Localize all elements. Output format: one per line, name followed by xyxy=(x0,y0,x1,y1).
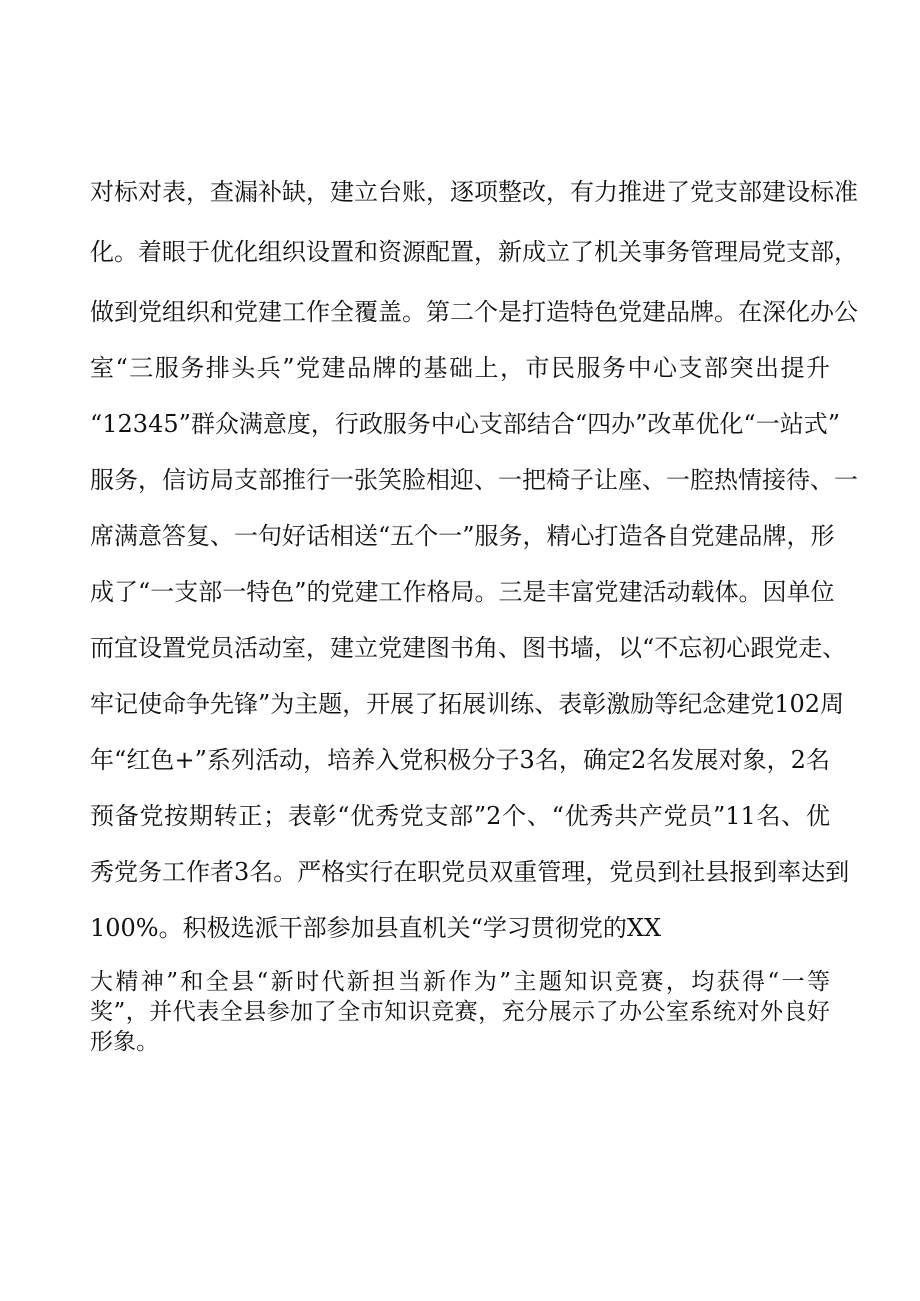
body-text-line: 化。着眼于优化组织设置和资源配置，新成立了机关事务管理局党支部， xyxy=(90,238,858,266)
body-text-line: 而宜设置党员活动室，建立党建图书角、图书墙，以“不忘初心跟党走、 xyxy=(90,634,847,662)
body-text-line: 秀党务工作者3名。严格实行在职党员双重管理，党员到社县报到率达到 xyxy=(90,858,850,886)
closing-text-line: 形象。 xyxy=(90,1029,159,1055)
body-text-line: 室“三服务排头兵”党建品牌的基础上，市民服务中心支部突出提升 xyxy=(90,354,830,382)
closing-text-line: 大精神”和全县“新时代新担当新作为”主题知识竞赛，均获得“一等 xyxy=(90,969,830,995)
body-text-line: 做到党组织和党建工作全覆盖。第二个是打造特色党建品牌。在深化办公 xyxy=(90,298,858,326)
body-text-line: 牢记使命争先锋”为主题，开展了拓展训练、表彰激励等纪念建党102周 xyxy=(90,690,845,718)
body-text-line: 成了“一支部一特色”的党建工作格局。三是丰富党建活动载体。因单位 xyxy=(90,578,835,606)
body-text-line: 预备党按期转正；表彰“优秀党支部”2个、“优秀共产党员”11名、优 xyxy=(90,802,830,830)
body-text-line: “12345”群众满意度，行政服务中心支部结合“四办”改革优化“一站式” xyxy=(90,410,840,438)
body-text-line: 席满意答复、一句好话相送“五个一”服务，精心打造各自党建品牌，形 xyxy=(90,522,835,550)
body-text-line: 服务，信访局支部推行一张笑脸相迎、一把椅子让座、一腔热情接待、一 xyxy=(90,466,858,494)
body-text-line: 100%。积极选派干部参加县直机关“学习贯彻党的XX xyxy=(90,914,662,942)
closing-text-line: 奖”，并代表全县参加了全市知识竞赛，充分展示了办公室系统对外良好 xyxy=(90,999,830,1025)
body-text-line: 年“红色+”系列活动，培养入党积极分子3名，确定2名发展对象，2名 xyxy=(90,746,830,774)
body-text-line: 对标对表，查漏补缺，建立台账，逐项整改，有力推进了党支部建设标准 xyxy=(90,178,858,206)
